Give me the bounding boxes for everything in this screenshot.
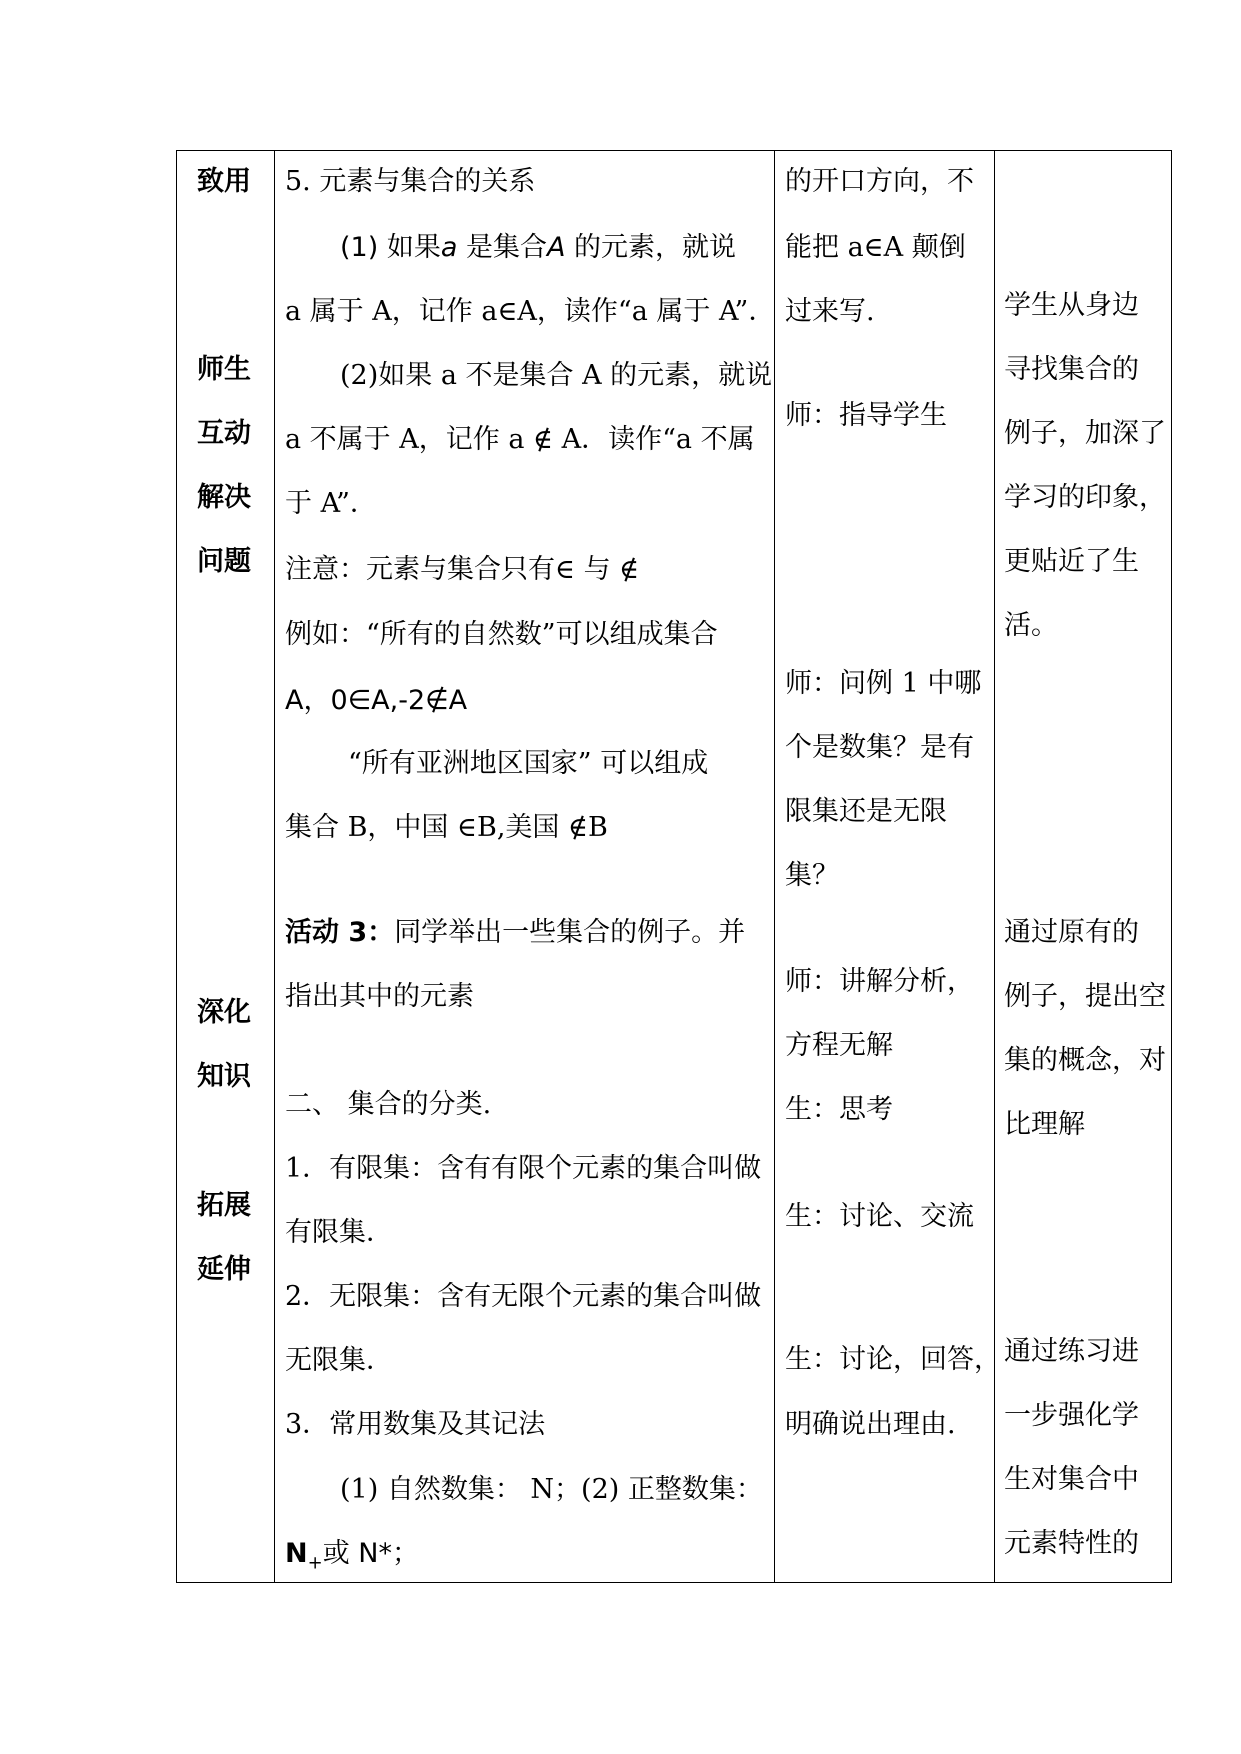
activity-line: 方程无解 [785,1030,893,1061]
activity-line: 的开口方向，不 [785,166,974,197]
stage-label: 师生 [197,354,251,385]
text-span: 是集合 [457,232,547,263]
activity-line: 生：讨论、交流 [785,1201,974,1232]
stage-label: 延伸 [197,1254,251,1285]
stage-label: 拓展 [197,1190,251,1221]
content-line [340,232,736,264]
activity-line: 能把 a∈A 颠倒 [785,232,966,263]
intent-line: 一步强化学 [1004,1400,1139,1431]
text-span: N [285,1538,308,1569]
activity-line: 个是数集？是有 [785,732,974,763]
content-line: 注意：元素与集合只有∈ 与 ∉ [285,554,640,585]
activity-line: 生：思考 [785,1094,893,1125]
activity-line: 集？ [785,860,839,891]
content-line [285,1538,419,1579]
activity-line: 限集还是无限 [785,796,947,827]
content-line [285,917,745,949]
stage-label: 问题 [197,546,251,577]
activity-label: 活动 3： [285,917,395,948]
content-line: (1) 自然数集： N；(2) 正整数集： [340,1474,763,1505]
intent-line: 元素特性的 [1004,1528,1139,1559]
content-line: A，0∈A,-2∉A [285,685,468,716]
activity-line: 生：讨论，回答， [785,1344,1001,1375]
activity-line: 明确说出理由. [785,1409,956,1440]
intent-line: 学习的印象， [1004,482,1166,513]
intent-line: 更贴近了生 [1004,546,1139,577]
text-span: 同学举出一些集合的例子。并 [394,917,746,948]
text-span: 或 N*； [322,1538,419,1569]
intent-line: 学生从身边 [1004,290,1139,321]
content-line: 集合 B，中国 ∈B,美国 ∉B [285,812,608,843]
content-line: a 属于 A，记作 a∈A，读作“a 属于 A”． [285,296,776,327]
intent-line: 例子，提出空 [1004,981,1166,1012]
content-line: a 不属于 A，记作 a ∉ A．读作“a 不属 [285,424,755,455]
intent-line: 活。 [1004,610,1058,641]
subscript: + [307,1552,323,1574]
activity-line: 师：讲解分析， [785,966,974,997]
stage-label: 致用 [197,166,251,197]
intent-line: 集的概念，对 [1004,1045,1166,1076]
section-heading: 二、 集合的分类. [285,1089,492,1120]
intent-line: 例子，加深了 [1004,418,1166,449]
content-line: 指出其中的元素 [285,981,474,1012]
activity-line: 师：问例 1 中哪 [785,668,982,699]
stage-label: 知识 [197,1061,251,1092]
content-line: (2)如果 a 不是集合 A 的元素，就说 [340,360,773,391]
content-line: “所有亚洲地区国家” 可以组成 [348,748,709,779]
stage-label: 互动 [197,418,251,449]
stage-label: 解决 [197,482,251,513]
column-divider [774,151,775,1582]
content-line: 有限集． [285,1217,393,1248]
intent-line: 生对集合中 [1004,1464,1139,1495]
text-span: 的元素，就说 [565,232,737,263]
text-span: A [546,232,566,263]
intent-line: 通过练习进 [1004,1336,1139,1367]
stage-label: 深化 [197,997,251,1028]
content-line: 3．常用数集及其记法 [285,1409,546,1440]
content-line: 2．无限集：含有无限个元素的集合叫做 [285,1281,762,1312]
text-span: a [440,232,458,263]
intent-line: 通过原有的 [1004,917,1139,948]
content-line: 1．有限集：含有有限个元素的集合叫做 [285,1153,762,1184]
activity-line: 过来写. [785,296,875,327]
column-divider [274,151,275,1582]
intent-line: 比理解 [1004,1109,1085,1140]
intent-line: 寻找集合的 [1004,354,1139,385]
text-span: (1) 如果 [340,232,441,263]
section-heading: 5. 元素与集合的关系 [285,166,536,197]
content-line: 于 A”． [285,488,377,519]
content-line: 无限集． [285,1345,393,1376]
activity-line: 师：指导学生 [785,400,947,431]
content-line: 例如：“所有的自然数”可以组成集合 [285,619,718,650]
